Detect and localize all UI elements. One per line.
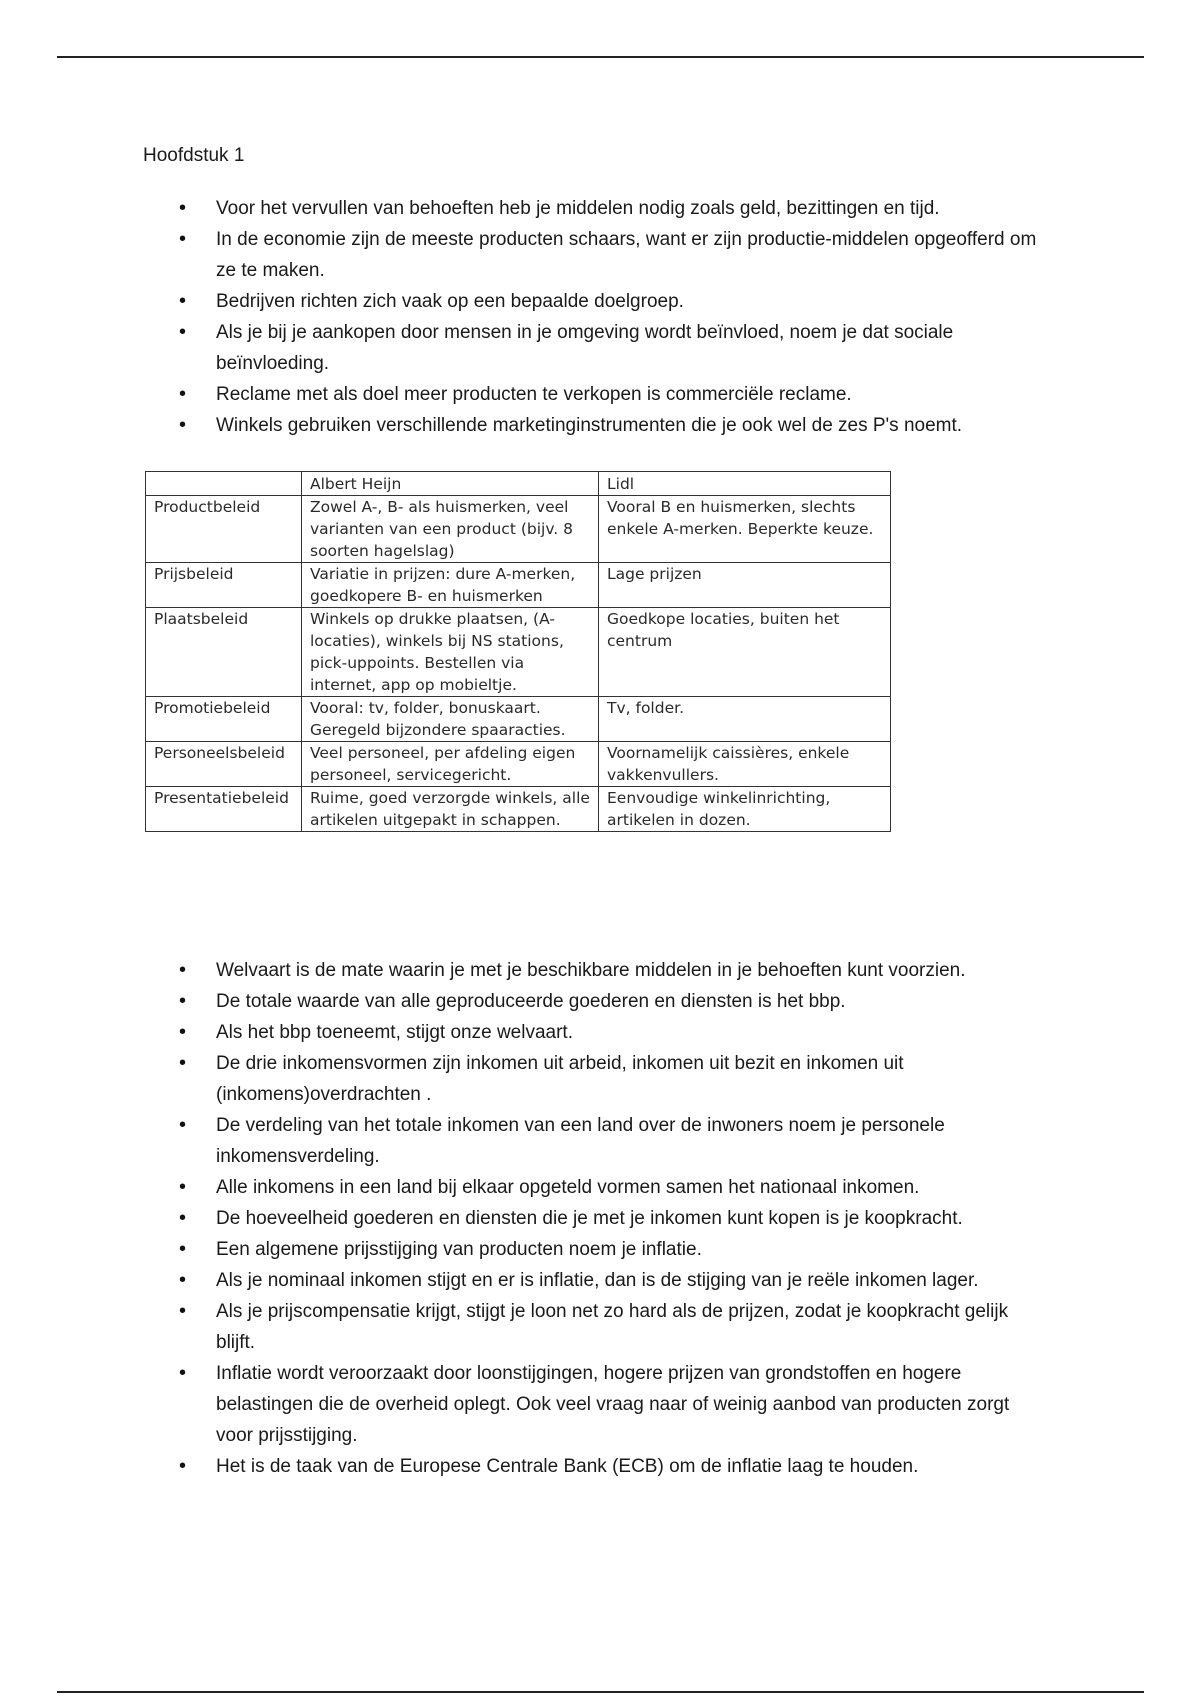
list-item: • De drie inkomensvormen zijn inkomen uit arbeid, inkomen uit bezit en inkomen uit (inkomens)overdrachten . [143,1048,1043,1110]
marketing-mix-table [145,471,891,832]
table-cell: Voornamelijk caissières, enkele vakkenvullers. [599,742,891,787]
list-item: • Reclame met als doel meer producten te verkopen is commerciële reclame. [143,379,1043,410]
list-item: • Welvaart is de mate waarin je met je beschikbare middelen in je behoeften kunt voorzien. [143,955,1043,986]
table-cell: Variatie in prijzen: dure A-merken, goedkopere B- en huismerken [302,563,599,608]
row-label: Presentatiebeleid [146,787,302,832]
list-item: • Bedrijven richten zich vaak op een bepaalde doelgroep. [143,286,1043,317]
table-cell: Eenvoudige winkelinrichting, artikelen in dozen. [599,787,891,832]
table-cell: Winkels op drukke plaatsen, (A-locaties), winkels bij NS stations, pick-uppoints. Bestellen via internet, app op mobieltje. [302,608,599,697]
page-top-rule [57,56,1144,58]
list-item: • Als het bbp toeneemt, stijgt onze welvaart. [143,1017,1043,1048]
list-item: • Als je nominaal inkomen stijgt en er is inflatie, dan is de stijging van je reële inkomen lager. [143,1265,1043,1296]
list-item: • In de economie zijn de meeste producten schaars, want er zijn productie-middelen opgeofferd om ze te maken. [143,224,1043,286]
row-label: Prijsbeleid [146,563,302,608]
table-header-cell: Albert Heijn [302,472,599,496]
bullet-list-economy [143,955,1043,1482]
list-item: • Als je prijscompensatie krijgt, stijgt je loon net zo hard als de prijzen, zodat je koopkracht gelijk blijft. [143,1296,1043,1358]
table-cell: Ruime, goed verzorgde winkels, alle artikelen uitgepakt in schappen. [302,787,599,832]
table-cell: Zowel A-, B- als huismerken, veel varianten van een product (bijv. 8 soorten hagelslag) [302,496,599,563]
page-bottom-rule [57,1691,1144,1693]
list-item: • Het is de taak van de Europese Centrale Bank (ECB) om de inflatie laag te houden. [143,1451,1043,1482]
list-item: • Alle inkomens in een land bij elkaar opgeteld vormen samen het nationaal inkomen. [143,1172,1043,1203]
row-label: Plaatsbeleid [146,608,302,697]
table-header-row [146,472,891,496]
list-item: • Als je bij je aankopen door mensen in je omgeving wordt beïnvloed, noem je dat sociale beïnvloeding. [143,317,1043,379]
table-cell: Veel personeel, per afdeling eigen personeel, servicegericht. [302,742,599,787]
table-row [146,787,891,832]
table-row [146,496,891,563]
list-item: • Een algemene prijsstijging van producten noem je inflatie. [143,1234,1043,1265]
list-item: • Voor het vervullen van behoeften heb je middelen nodig zoals geld, bezittingen en tijd. [143,193,1043,224]
table-cell: Lage prijzen [599,563,891,608]
list-item: • Inflatie wordt veroorzaakt door loonstijgingen, hogere prijzen van grondstoffen en hogere belastingen die de overheid oplegt. Ook veel vraag naar of weinig aanbod van producten zorgt voor prijsstijging. [143,1358,1043,1451]
row-label: Personeelsbeleid [146,742,302,787]
list-item: • De verdeling van het totale inkomen van een land over de inwoners noem je personele inkomensverdeling. [143,1110,1043,1172]
table-cell: Vooral: tv, folder, bonuskaart. Geregeld bijzondere spaaracties. [302,697,599,742]
list-item: • De totale waarde van alle geproduceerde goederen en diensten is het bbp. [143,986,1043,1017]
bullet-list-intro [143,193,1043,441]
table-row [146,742,891,787]
table-header-cell [146,472,302,496]
page-heading: Hoofdstuk 1 [143,145,245,166]
table-row [146,697,891,742]
table-header-cell: Lidl [599,472,891,496]
table-cell: Tv, folder. [599,697,891,742]
table-row [146,608,891,697]
table-row [146,563,891,608]
list-item: • Winkels gebruiken verschillende marketinginstrumenten die je ook wel de zes P's noemt. [143,410,1043,441]
row-label: Promotiebeleid [146,697,302,742]
list-item: • De hoeveelheid goederen en diensten die je met je inkomen kunt kopen is je koopkracht. [143,1203,1043,1234]
row-label: Productbeleid [146,496,302,563]
table-cell: Goedkope locaties, buiten het centrum [599,608,891,697]
table-cell: Vooral B en huismerken, slechts enkele A-merken. Beperkte keuze. [599,496,891,563]
